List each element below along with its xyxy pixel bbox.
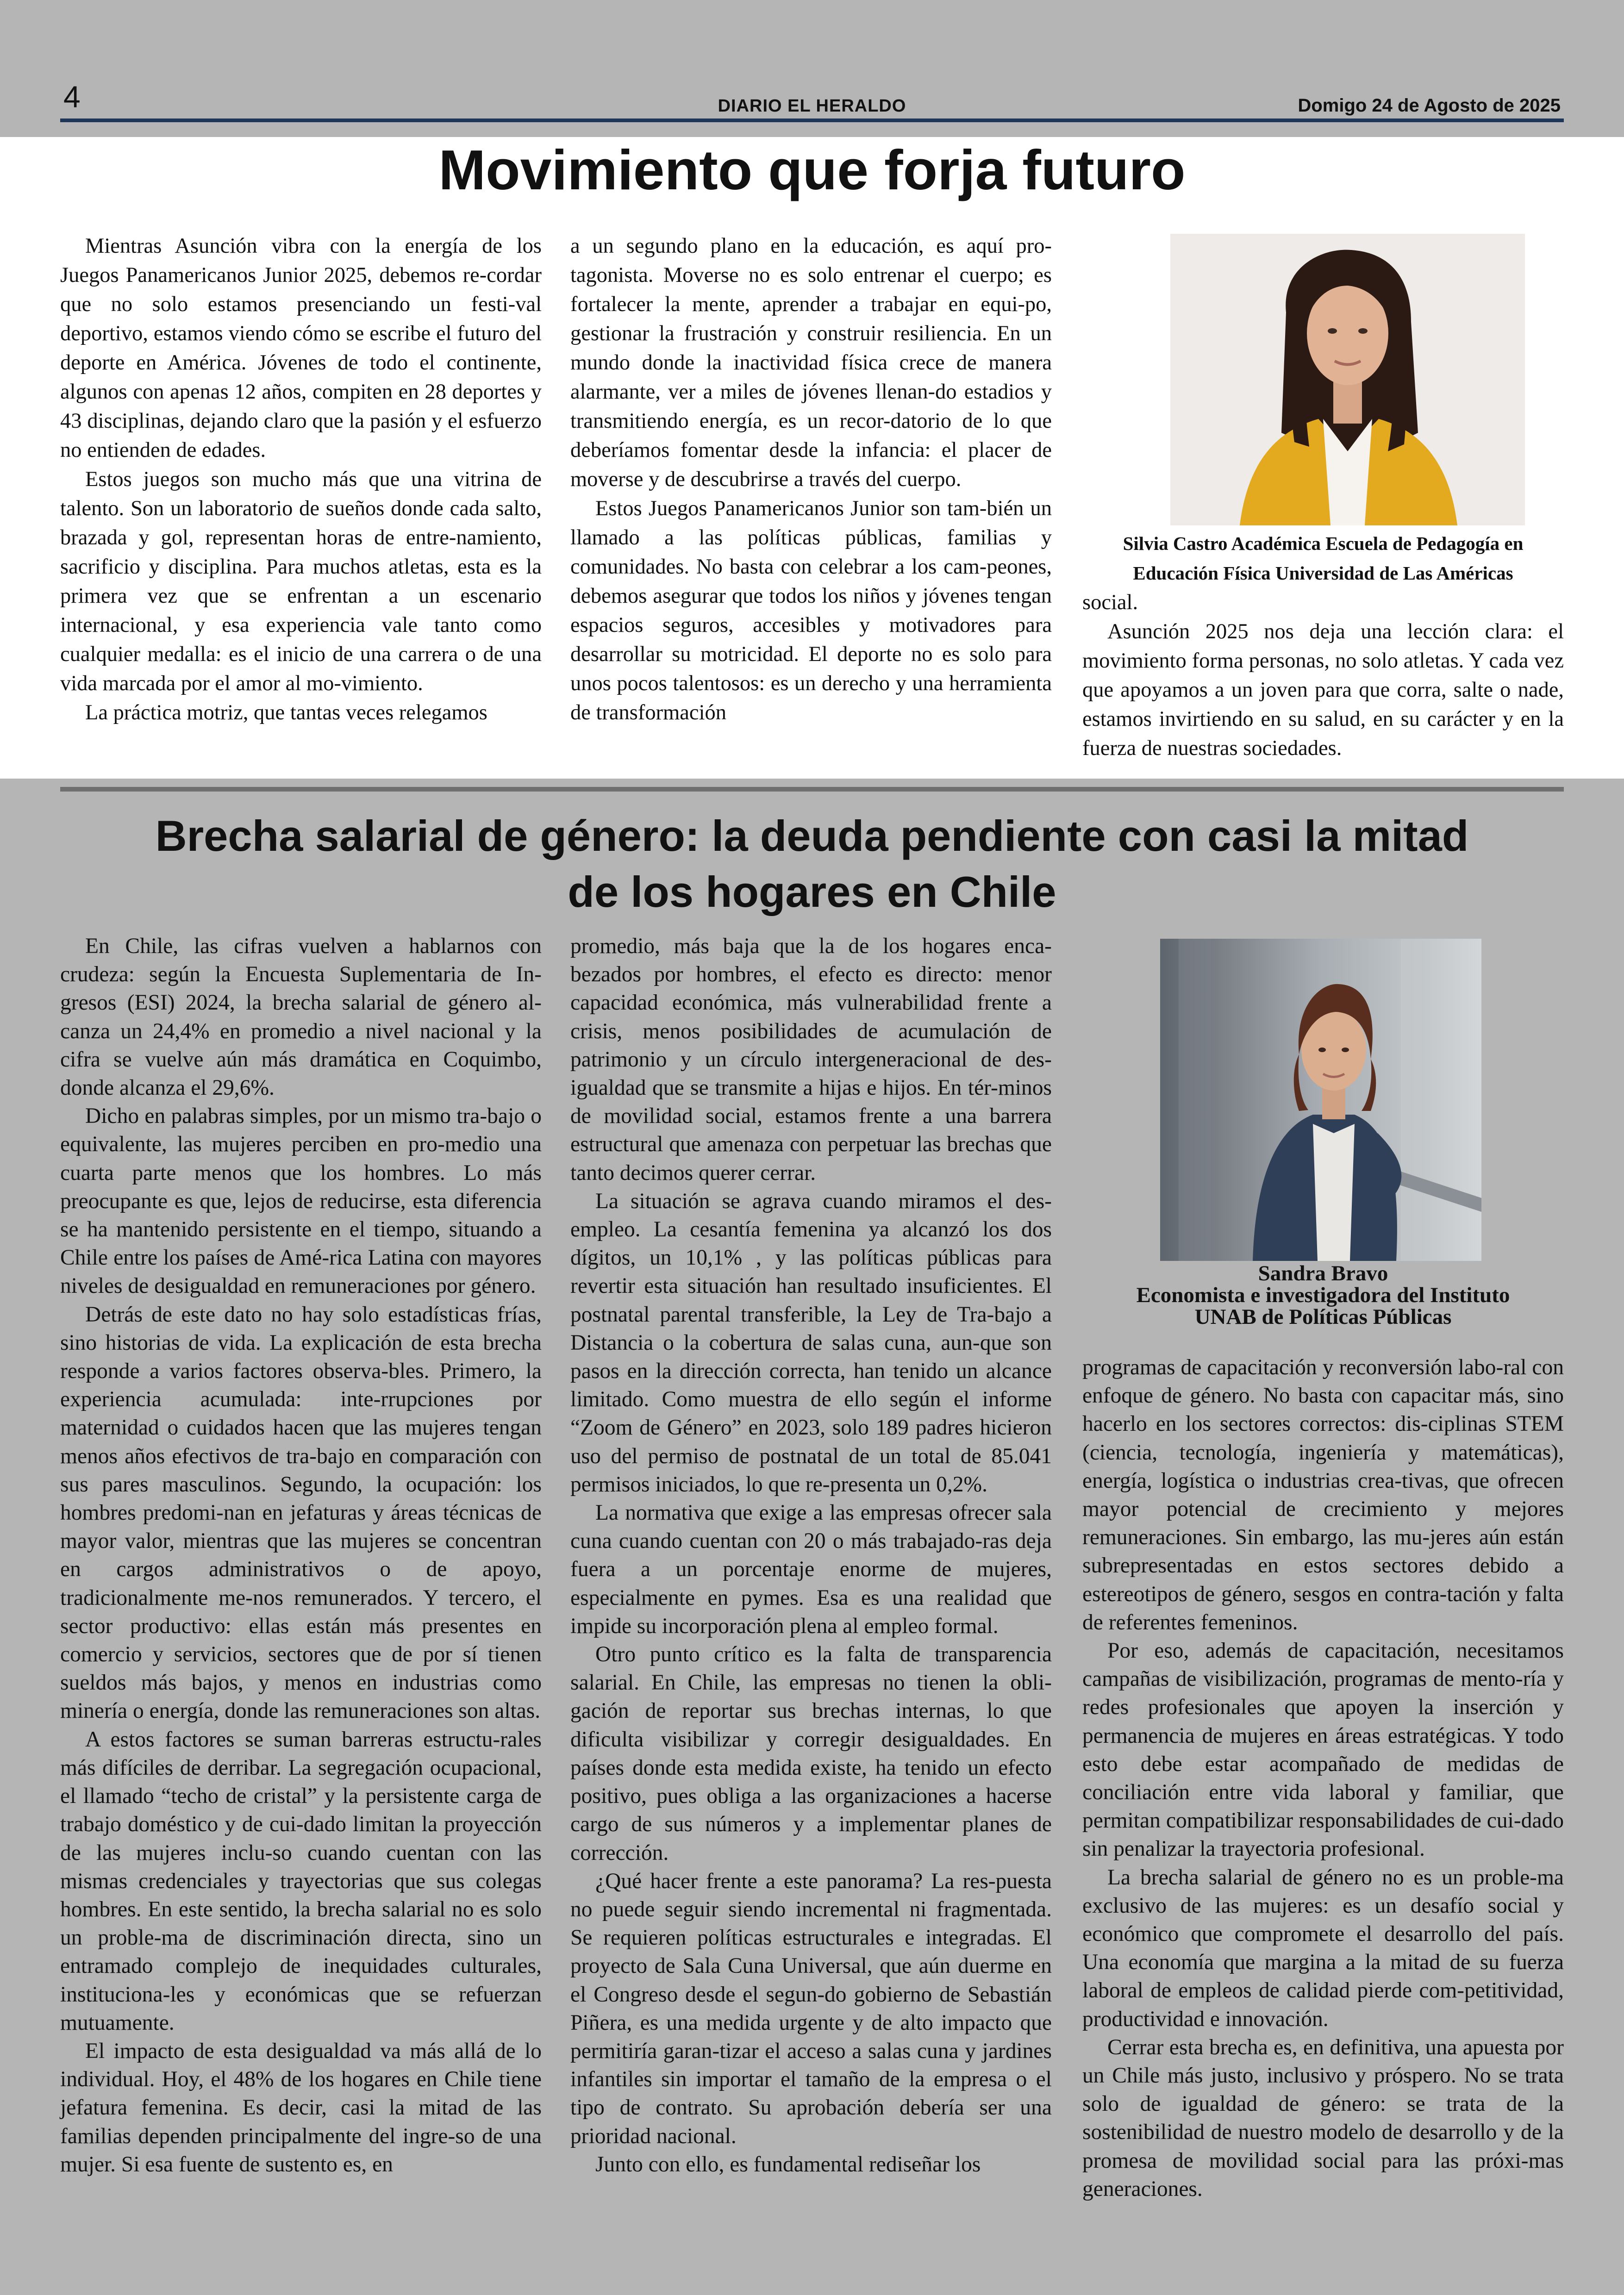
paragraph: Por eso, además de capacitación, necesitamos campañas de visibilización, programas de mento-ría y redes profesionales que apoyen la inserción y permanencia de mujeres en áreas estratégicas. Y todo esto debe estar acompañado de medidas de conciliación entre vida laboral y familiar, que permitan compatibilizar responsabilidades de cui-dado sin penalizar la trayectoria profesional. [1082, 1639, 1564, 1861]
paragraph: Otro punto crítico es la falta de transparencia salarial. En Chile, las empresas no tienen la obli-gación de reportar sus brechas internas, lo que dificulta visibilizar y corregir desigualdades. En países donde esta medida existe, ha tenido un efecto positivo, pues obliga a las organizaciones a hacerse cargo de sus números y a implementar planes de corrección. [570, 1642, 1052, 1865]
paragraph: Junto con ello, es fundamental rediseñar los [595, 2152, 981, 2177]
portrait-illustration [1170, 234, 1525, 525]
paragraph: A estos factores se suman barreras estructu-rales más difíciles de derribar. La segregación ocupacional, el llamado “techo de cristal” y la persistente carga de trabajo doméstico y de cui-dado limitan la proyección de las mujeres inclu-so cuando cuentan con las mismas credenciales y trayectorias que sus colegas hombres. En este sentido, la brecha salarial no es solo un proble-ma de discriminación directa, sino un entramado complejo de inequidades culturales, instituciona-les y económicas que se refuerzan mutuamente. [60, 1727, 542, 2035]
paragraph: La brecha salarial de género no es un proble-ma exclusivo de las mujeres: es un desafío social y económico que compromete el desarrollo del país. Una economía que margina a la mitad de su fuerza laboral de empleos de calidad pierde com-petitividad, productividad e innovación. [1082, 1865, 1564, 2031]
paragraph: Mientras Asunción vibra con la energía de los Juegos Panamericanos Junior 2025, debemos re-cordar que no solo estamos presenciando un festi-val deportivo, estamos viendo cómo se escribe el futuro del deporte en América. Jóvenes de todo el continente, algunos con apenas 12 años, compiten en 28 deportes y 43 disciplinas, dejando claro que la pasión y el esfuerzo no entienden de edades. [60, 234, 542, 462]
issue-date: Domigo 24 de Agosto de 2025 [1298, 95, 1561, 116]
newspaper-name: DIARIO EL HERALDO [718, 96, 906, 116]
paragraph: El impacto de esta desigualdad va más allá de lo individual. Hoy, el 48% de los hogares en Chile tiene jefatura femenina. Es decir, casi la mitad de las familias dependen principalmente del ingre-so de una mujer. Si esa fuente de sustento es, en [60, 2039, 542, 2177]
paragraph: Estos juegos son mucho más que una vitrina de talento. Son un laboratorio de sueños donde cada salto, brazada y gol, representan horas de entre-namiento, sacrificio y disciplina. Para muchos atletas, esta es la primera vez que se enfrentan a un escenario internacional, y esa experiencia vale tanto como cualquier medalla: es el inicio de una carrera o de una vida marcada por el amor al mo-vimiento. [60, 468, 542, 695]
paragraph: Detrás de este dato no hay solo estadísticas frías, sino historias de vida. La explicación de esta brecha responde a varios factores observa-bles. Primero, la experiencia acumulada: inte-rrupciones por maternidad o cuidados hacen que las mujeres tengan menos años efectivos de tra-bajo en comparación con sus pares masculinos. Segundo, la ocupación: los hombres predomi-nan en jefaturas y áreas técnicas de mayor valor, mientras que las mujeres se concentran en cargos administrativos o de apoyo, tradicionalmente me-nos remunerados. Y tercero, el sector productivo: ellas están más presentes en comercio y servicios, sectores que de por sí tienen sueldos más bajos, y menos en industrias como minería o energía, donde las remuneraciones son altas. [60, 1302, 542, 1723]
author-photo-sandra-bravo [1160, 939, 1481, 1261]
article-2-column-3 [1082, 1353, 1564, 2203]
paragraph: La práctica motriz, que tantas veces relegamos [85, 701, 487, 724]
article-2-title: Brecha salarial de género: la deuda pendiente con casi la mitad de los hogares en Chile [155, 811, 1469, 916]
author-photo-silvia-castro [1170, 234, 1525, 525]
caption-role: Economista e investigadora del Instituto [1136, 1283, 1510, 1307]
paragraph: promedio, más baja que la de los hogares enca-bezados por hombres, el efecto es directo: menor capacidad económica, más vulnerabilidad frente a crisis, menos posibilidades de acumulación de patrimonio y un círculo intergeneracional de des-igualdad que se transmite a hijas e hijos. En tér-minos de movilidad social, estamos frente a una barrera estructural que amenaza con perpetuar las brechas que tanto decimos querer cerrar. [570, 934, 1052, 1185]
article-1-title: Movimiento que forja futuro [438, 138, 1186, 201]
paragraph: Asunción 2025 nos deja una lección clara: el movimiento forma personas, no solo atletas. Y cada vez que apoyamos a un joven para que corra, salte o nade, estamos invirtiendo en su salud, en su carácter y en la fuerza de nuestras sociedades. [1082, 620, 1564, 760]
paragraph: a un segundo plano en la educación, es aquí pro-tagonista. Moverse no es solo entrenar el cuerpo; es fortalecer la mente, aprender a trabajar en equi-po, gestionar la frustración y construir resiliencia. En un mundo donde la inactividad física crece de manera alarmante, ver a miles de jóvenes llenan-do estadios y transmitiendo energía, es un recor-datorio de lo que deberíamos fomentar desde la infancia: el placer de moverse y de descubrirse a través del cuerpo. [570, 234, 1052, 491]
photo-caption: Silvia Castro Académica Escuela de Pedagogía en Educación Física Universidad de Las Américas [1123, 533, 1524, 584]
caption-name: Sandra Bravo [1258, 1261, 1388, 1285]
article-1-column-3 [1082, 588, 1564, 763]
paragraph: ¿Qué hacer frente a este panorama? La res-puesta no puede seguir siendo incremental ni fragmentada. Se requieren políticas estructurales e integradas. El proyecto de Sala Cuna Universal, que aún duerme en el Congreso desde el segun-do gobierno de Sebastián Piñera, es una medida urgente y de alto impacto que permitiría garan-tizar el acceso a salas cuna y jardines infantiles sin importar el tamaño de la empresa o el tipo de contrato. Su aprobación debería ser una prioridad nacional. [570, 1869, 1052, 2148]
paragraph: Estos Juegos Panamericanos Junior son tam-bién un llamado a las políticas públicas, familias y comunidades. No basta con celebrar a los cam-peones, debemos asegurar que todos los niños y jóvenes tengan espacios seguros, accesibles y motivadores para desarrollar su motricidad. El deporte no es solo para unos pocos talentosos: es un derecho y una herramienta de transformación [570, 497, 1052, 724]
article-2-column-2 [570, 932, 1052, 2179]
article-1-column-1 [60, 231, 542, 727]
paragraph: Dicho en palabras simples, por un mismo tra-bajo o equivalente, las mujeres perciben en pro-medio una cuarta parte menos que los hombres. Lo más preocupante es que, lejos de reducirse, esta diferencia se ha mantenido persistente en el tiempo, situando a Chile entre los países de Amé-rica Latina con mayores niveles de desigualdad en remuneraciones por género. [60, 1104, 542, 1298]
paragraph: Cerrar esta brecha es, en definitiva, una apuesta por un Chile más justo, inclusivo y próspero. No se trata solo de igualdad de género: se trata de la sostenibilidad de nuestro modelo de desarrollo y de la promesa de movilidad social para las próxi-mas generaciones. [1082, 2035, 1564, 2201]
section-divider [60, 787, 1564, 792]
photo-caption [1082, 1263, 1564, 1328]
caption-institution: UNAB de Políticas Públicas [1194, 1305, 1452, 1329]
paragraph: programas de capacitación y reconversión labo-ral con enfoque de género. No basta con capacitar más, sino hacerlo en los sectores correctos: dis-ciplinas STEM (ciencia, tecnología, ingeniería y matemáticas), energía, logística o industrias crea-tivas, que ofrecen mayor potencial de crecimiento y mejores remuneraciones. Sin embargo, las mu-jeres aún están subrepresentadas en estos sectores debido a estereotipos de género, sesgos en contra-tación y falta de referentes femeninos. [1082, 1355, 1564, 1634]
article-1-column-2 [570, 231, 1052, 727]
paragraph: En Chile, las cifras vuelven a hablarnos con crudeza: según la Encuesta Suplementaria de In-gresos (ESI) 2024, la brecha salarial de género al-canza un 24,4% en promedio a nivel nacional y la cifra se vuelve aún más dramática en Coquimbo, donde alcanza el 29,6%. [60, 934, 542, 1100]
paragraph: La normativa que exige a las empresas ofrecer sala cuna cuando cuentan con 20 o más trabajado-ras deja fuera a un porcentaje enorme de mujeres, especialmente en pymes. Esa es una realidad que impide su incorporación plena al empleo formal. [570, 1501, 1052, 1638]
article-2-column-1 [60, 932, 542, 2179]
header-rule [60, 118, 1564, 122]
page-number: 4 [63, 80, 81, 114]
paragraph: La situación se agrava cuando miramos el des-empleo. La cesantía femenina ya alcanzó los dos dígitos, un 10,1% , y las políticas públicas para revertir esta situación han resultado insuficientes. El postnatal parental transferible, la Ley de Tra-bajo a Distancia o la cobertura de salas cuna, aun-que son pasos en la dirección correcta, han tenido un alcance limitado. Como muestra de ello según el informe “Zoom de Género” en 2023, solo 189 padres hicieron uso del permiso de postnatal de un total de 85.041 permisos iniciados, lo que re-presenta un 0,2%. [570, 1189, 1052, 1497]
portrait-illustration [1160, 939, 1481, 1261]
paragraph: social. [1082, 591, 1138, 614]
